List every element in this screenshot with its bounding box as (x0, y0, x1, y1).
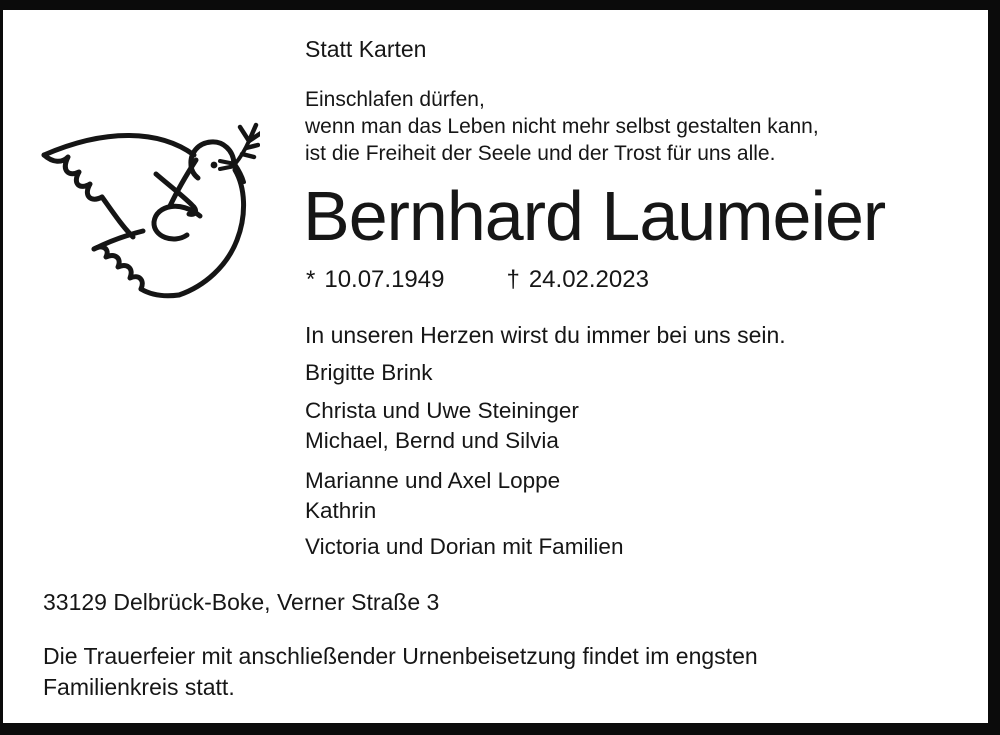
memorial-verse (305, 86, 819, 167)
obituary-page (3, 10, 988, 723)
preline-statt-karten: Statt Karten (305, 36, 427, 62)
funeral-info-line: Die Trauerfeier mit anschließender Urnenbeisetzung findet im engsten (43, 643, 758, 669)
mourner-name: Kathrin (305, 498, 377, 523)
funeral-info-line: Familienkreis statt. (43, 674, 235, 700)
verse-line: ist die Freiheit der Seele und der Trost für uns alle. (305, 142, 776, 165)
mourner-name: Christa und Uwe Steininger (305, 398, 579, 423)
deceased-name: Bernhard Laumeier (303, 177, 886, 255)
verse-line: wenn man das Leben nicht mehr selbst gestalten kann, (305, 115, 819, 138)
death-date-group (506, 267, 648, 293)
died-cross-symbol: † (506, 266, 520, 293)
born-symbol: * (306, 266, 316, 293)
birth-date-group (306, 267, 444, 293)
mourner-name: Brigitte Brink (305, 360, 433, 385)
verse-line: Einschlafen dürfen, (305, 88, 485, 111)
farewell-line: In unseren Herzen wirst du immer bei uns sein. (305, 322, 786, 348)
mourner-name: Marianne und Axel Loppe (305, 468, 561, 493)
dove-olive-branch-icon (28, 122, 260, 318)
life-dates (306, 267, 649, 293)
birth-date: 10.07.1949 (324, 266, 445, 293)
death-date: 24.02.2023 (528, 266, 649, 293)
mourner-name: Michael, Bernd und Silvia (305, 428, 559, 453)
address-line: 33129 Delbrück-Boke, Verner Straße 3 (43, 589, 440, 615)
mourner-name: Victoria und Dorian mit Familien (305, 534, 624, 559)
funeral-information (43, 641, 758, 703)
